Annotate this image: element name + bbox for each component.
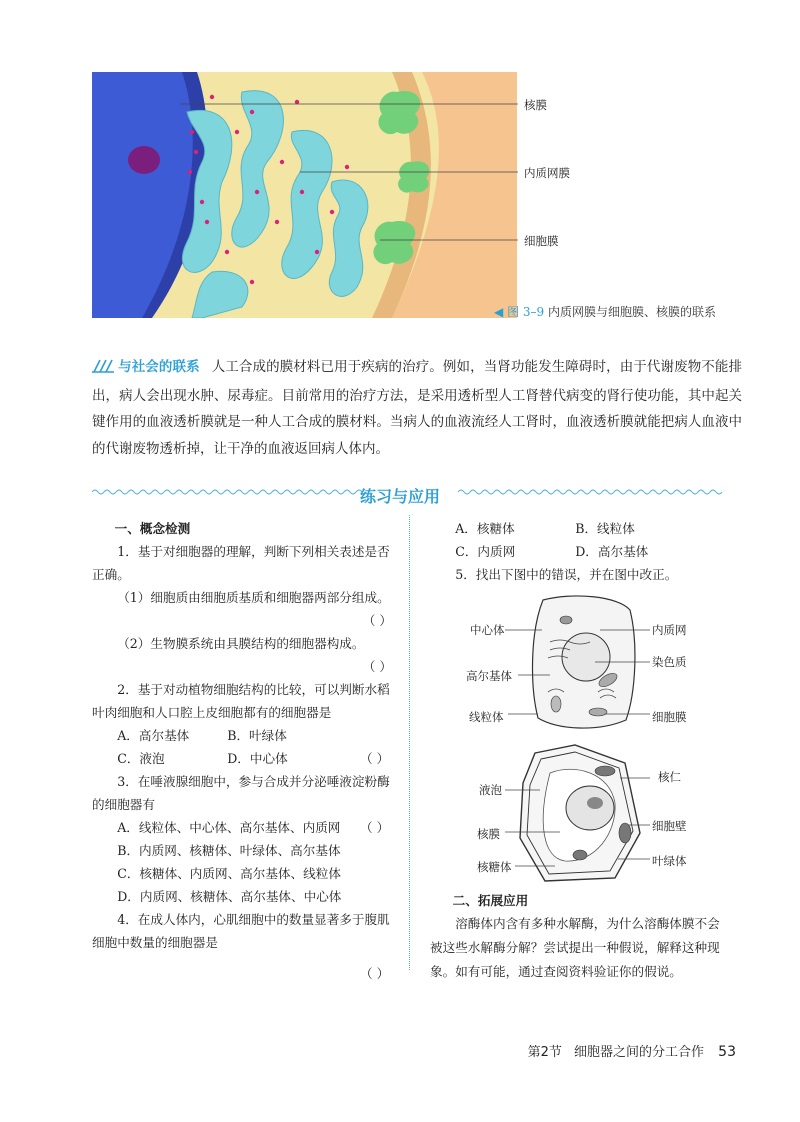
part2-text: 溶酶体内含有多种水解酶，为什么溶酶体膜不会被这些水解酶分解？尝试提出一种假说，解释这种现象。如有可能，通过查阅资料验证你的假说。	[430, 916, 720, 979]
question-4-options-row-2	[430, 540, 730, 563]
label-vacuole: 液泡	[479, 783, 502, 797]
label-chloroplast: 叶绿体	[652, 854, 687, 868]
option: B．线粒体	[575, 521, 635, 536]
option: D．内质网、核糖体、高尔基体、中心体	[117, 889, 342, 904]
footer-section: 第2节	[527, 1045, 562, 1060]
option: D．高尔基体	[575, 544, 649, 559]
label-golgi: 高尔基体	[466, 669, 512, 683]
label-animal-cell-membrane: 细胞膜	[652, 710, 687, 724]
question-1-2: （2）生物膜系统由具膜结构的细胞器构成。	[117, 636, 365, 651]
column-divider	[409, 515, 410, 970]
page-footer	[528, 1041, 736, 1060]
option: A．高尔基体	[117, 728, 190, 743]
label-er-membrane: 内质网膜	[524, 166, 570, 180]
label-mitochondria: 线粒体	[469, 710, 504, 724]
label-plant-nuclear-membrane: 核膜	[477, 827, 500, 841]
footer-title: 细胞器之间的分工合作	[574, 1045, 705, 1060]
option: C．核糖体、内质网、高尔基体、线粒体	[117, 866, 341, 881]
society-icon	[92, 356, 114, 383]
society-box	[92, 354, 742, 462]
animal-cell-leaders	[500, 622, 660, 722]
question-5: 5．找出下图中的错误，并在图中改正。	[455, 567, 678, 582]
figure-caption	[494, 303, 716, 320]
label-cell-wall: 细胞壁	[652, 819, 687, 833]
figure-leader-lines	[180, 90, 520, 250]
question-1: 1．基于对细胞器的理解，判断下列相关表述是否正确。	[92, 544, 390, 582]
caption-text: 内质网膜与细胞膜、核膜的联系	[547, 305, 716, 319]
question-1-1: （1）细胞质由细胞质基质和细胞器两部分组成。	[117, 590, 390, 605]
society-text: 人工合成的膜材料已用于疾病的治疗。例如，当肾功能发生障碍时，由于代谢废物不能排出，病人会出现水肿、尿毒症。目前常用的治疗方法，是采用透析型人工肾替代病变的肾行使功能，其中起关键作用的血液透析膜就是一种人工合成的膜材料。当病人的血液流经人工肾时，血液透析膜就能把病人血液中的代谢废物透析掉，让干净的血液返回病人体内。	[92, 359, 743, 457]
question-3: 3．在唾液腺细胞中，参与合成并分泌唾液淀粉酶的细胞器有	[92, 774, 390, 812]
page-number: 53	[718, 1044, 736, 1060]
label-nuclear-membrane: 核膜	[524, 98, 547, 112]
part2-heading: 二、拓展应用	[452, 893, 529, 908]
question-2-options-row-1	[92, 724, 392, 747]
answer-paren: （ ）	[360, 966, 390, 981]
label-chromatin: 染色质	[652, 655, 687, 669]
option: B．内质网、核糖体、叶绿体、高尔基体	[117, 843, 341, 858]
answer-paren: （ ）	[360, 751, 390, 766]
part1-heading: 一、概念检测	[114, 521, 191, 536]
option: C．内质网	[455, 544, 516, 559]
answer-paren: （ ）	[360, 820, 390, 835]
option: A．线粒体、中心体、高尔基体、内质网	[117, 820, 341, 835]
option: B．叶绿体	[227, 728, 287, 743]
option: A．核糖体	[455, 521, 515, 536]
question-4: 4．在成人体内，心肌细胞中的数量显著多于腹肌细胞中数量的细胞器是	[92, 912, 390, 950]
question-4-options-row-1	[430, 517, 730, 540]
label-er: 内质网	[652, 623, 687, 637]
label-ribosome: 核糖体	[477, 860, 512, 874]
society-heading: 与社会的联系	[118, 359, 200, 375]
question-2-options-row-2	[92, 747, 392, 770]
left-column	[92, 517, 392, 954]
caption-arrow-icon: ◀	[494, 305, 504, 319]
answer-paren: （ ）	[362, 613, 392, 628]
option: D．中心体	[227, 751, 288, 766]
right-column-bottom	[430, 889, 730, 984]
right-column-top	[430, 517, 730, 586]
question-2: 2．基于对动植物细胞结构的比较，可以判断水稻叶肉细胞和人口腔上皮细胞都有的细胞器是	[92, 682, 390, 720]
label-centriole: 中心体	[470, 623, 505, 637]
label-nucleolus: 核仁	[658, 770, 681, 784]
section-title: 练习与应用	[359, 487, 440, 506]
label-cell-membrane: 细胞膜	[524, 234, 559, 248]
option: C．液泡	[117, 751, 165, 766]
answer-paren: （ ）	[362, 659, 392, 674]
caption-number: 图 3–9	[507, 305, 545, 319]
